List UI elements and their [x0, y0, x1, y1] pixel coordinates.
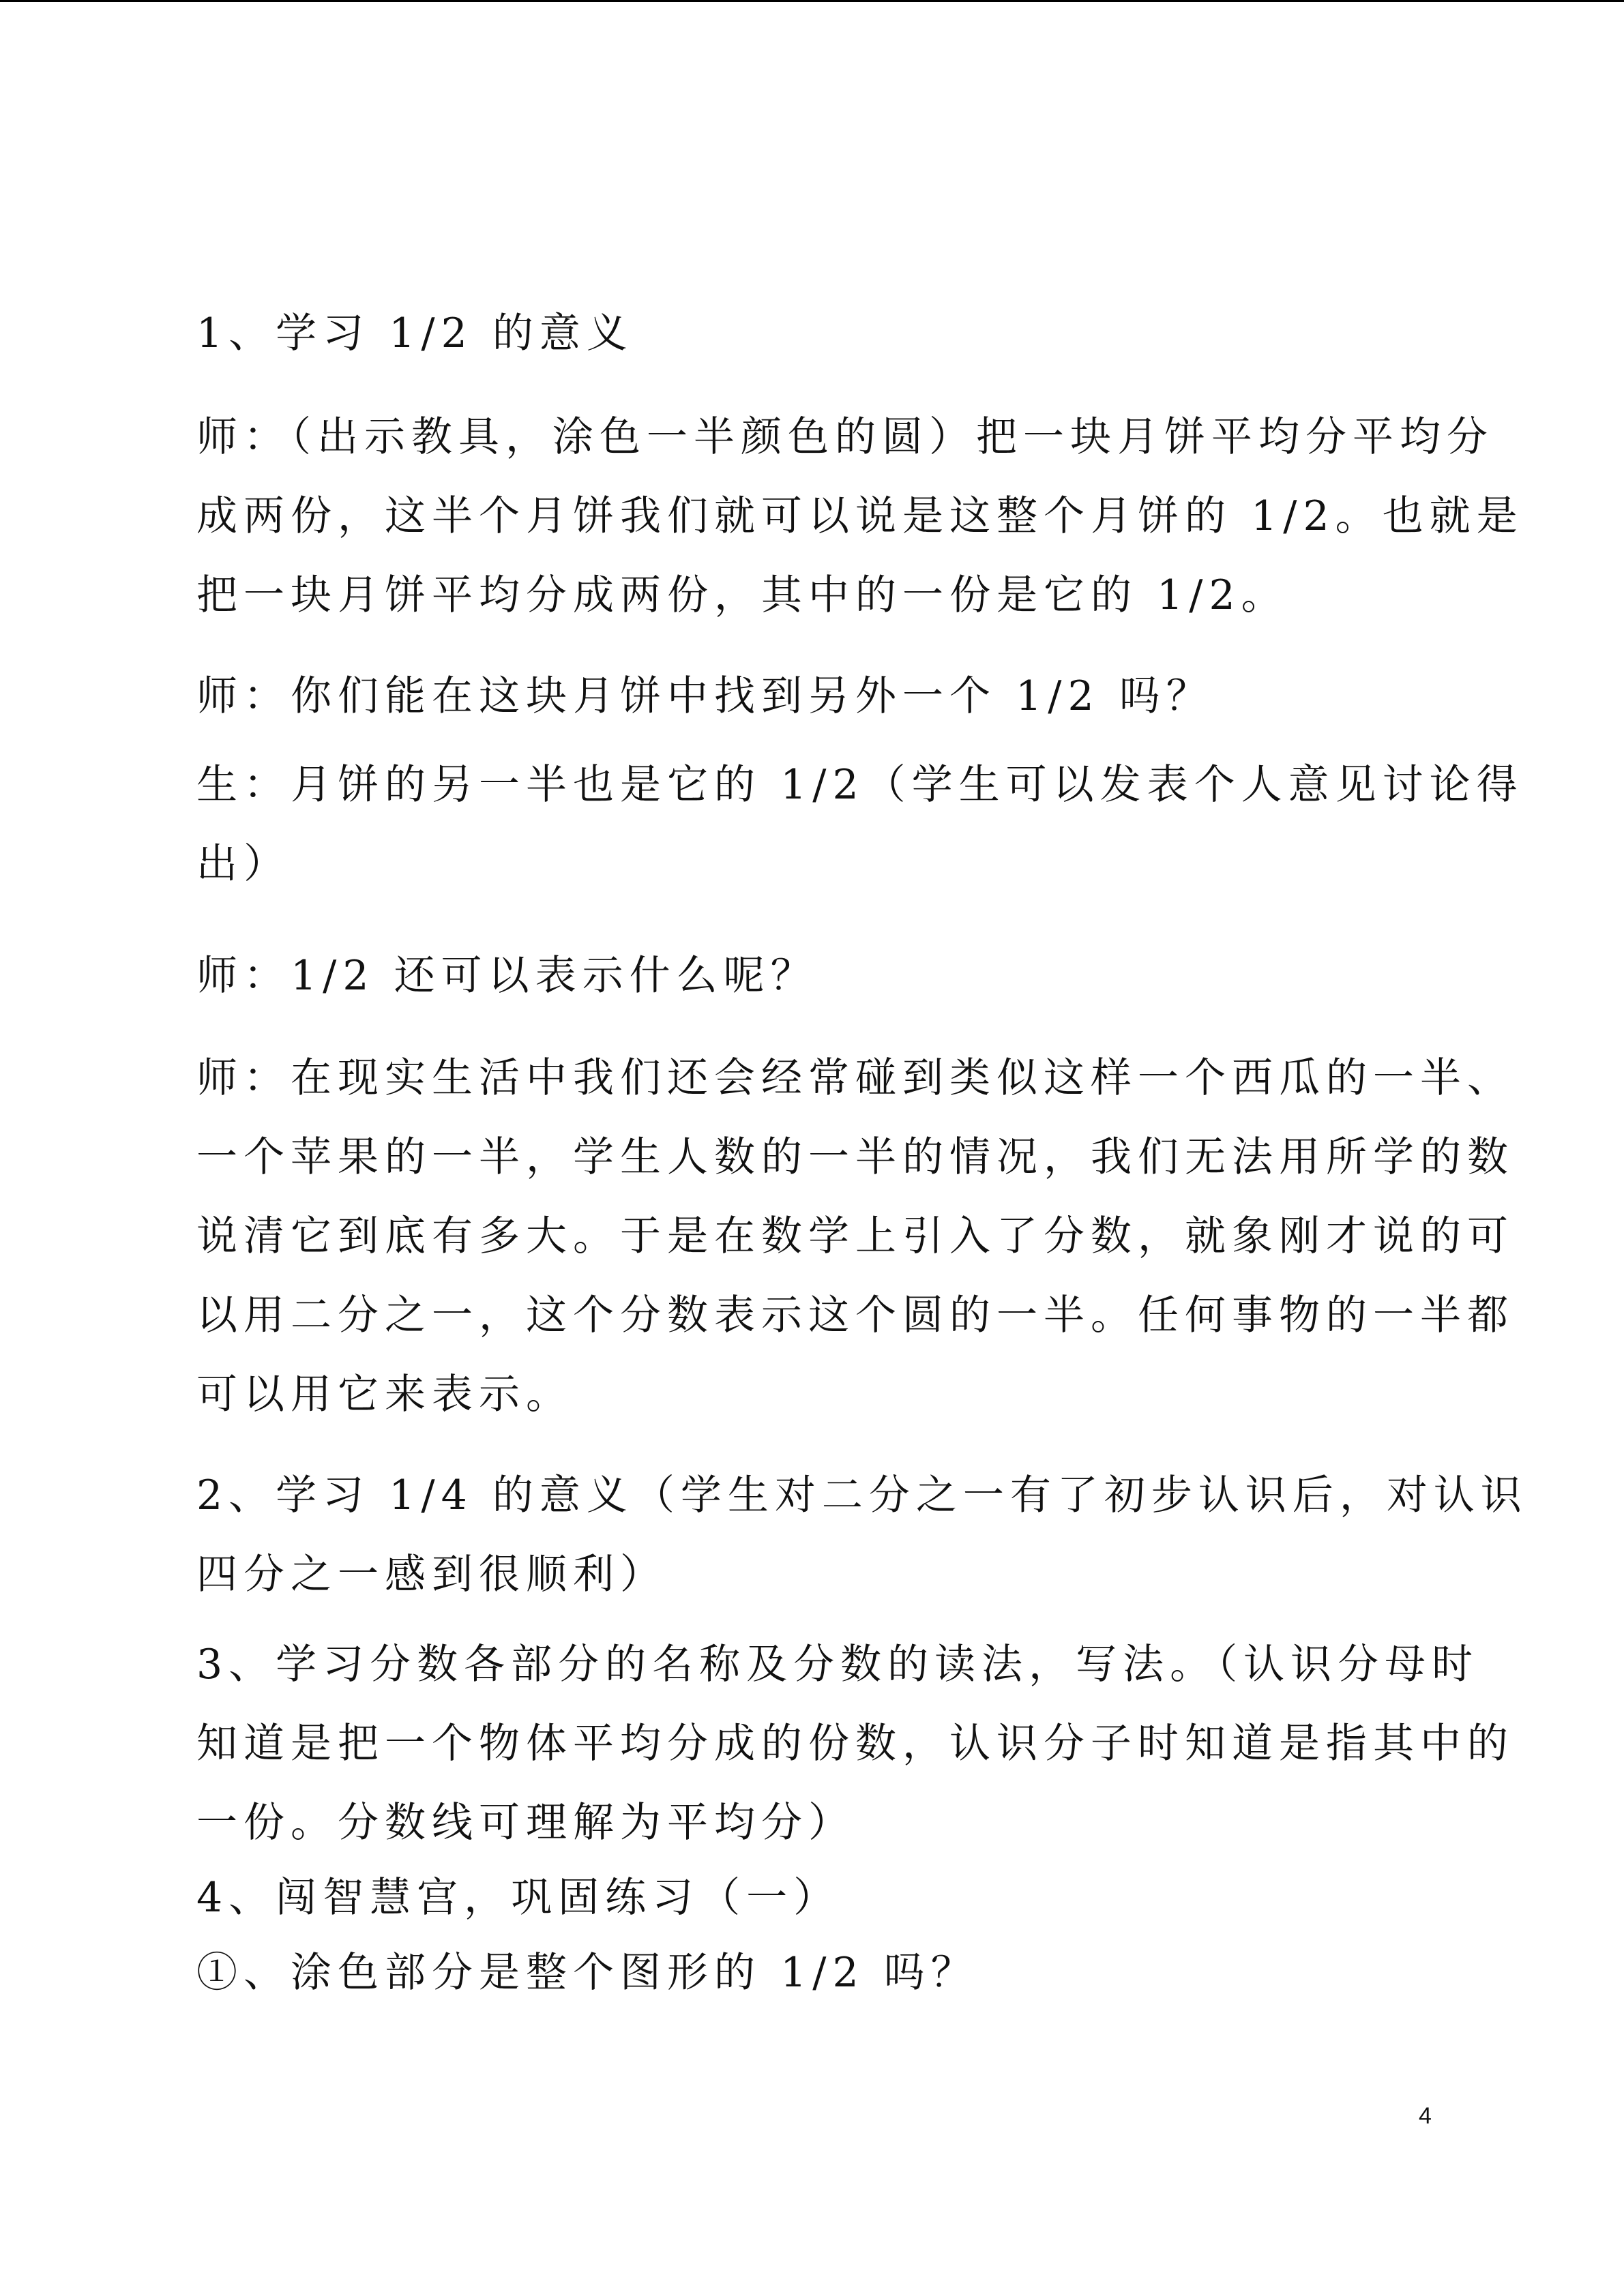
section-heading-4: 4、闯智慧宫，巩固练习（一） — [196, 1874, 841, 1922]
paragraph-line: 师：在现实生活中我们还会经常碰到类似这样一个西瓜的一半、 — [196, 1054, 1514, 1102]
paragraph-line: 师：你们能在这块月饼中找到另外一个 1/2 吗？ — [196, 672, 1213, 720]
paragraph-line: 成两份，这半个月饼我们就可以说是这整个月饼的 1/2。也就是 — [196, 492, 1524, 540]
section-heading-1: 1、学习 1/2 的意义 — [196, 310, 634, 357]
paragraph-line: 四分之一感到很顺利） — [196, 1551, 667, 1598]
paragraph-line: 以用二分之一，这个分数表示这个圆的一半。任何事物的一半都 — [196, 1292, 1514, 1339]
page-number: 4 — [1419, 2103, 1432, 2129]
paragraph-line: 知道是把一个物体平均分成的份数，认识分子时知道是指其中的 — [196, 1720, 1514, 1768]
paragraph-line: 把一块月饼平均分成两份，其中的一份是它的 1/2。 — [196, 571, 1288, 619]
paragraph-line: 生：月饼的另一半也是它的 1/2（学生可以发表个人意见讨论得 — [196, 761, 1524, 809]
paragraph-line: 说清它到底有多大。于是在数学上引入了分数，就象刚才说的可 — [196, 1212, 1514, 1260]
section-heading-2: 2、学习 1/4 的意义（学生对二分之一有了初步认识后，对认识 — [196, 1472, 1528, 1519]
paragraph-line: 师：1/2 还可以表示什么呢？ — [196, 952, 818, 1000]
paragraph-line: 一个苹果的一半，学生人数的一半的情况，我们无法用所学的数 — [196, 1133, 1514, 1181]
section-heading-3: 3、学习分数各部分的名称及分数的读法，写法。（认识分母时 — [196, 1641, 1479, 1688]
paragraph-line: 可以用它来表示。 — [196, 1371, 573, 1418]
paragraph-line: 师：（出示教具，涂色一半颜色的圆）把一块月饼平均分平均分 — [196, 413, 1494, 461]
paragraph-line: 一份。分数线可理解为平均分） — [196, 1799, 855, 1847]
exercise-item: ①、涂色部分是整个图形的 1/2 吗？ — [196, 1949, 978, 1997]
paragraph-line: 出） — [196, 840, 291, 888]
